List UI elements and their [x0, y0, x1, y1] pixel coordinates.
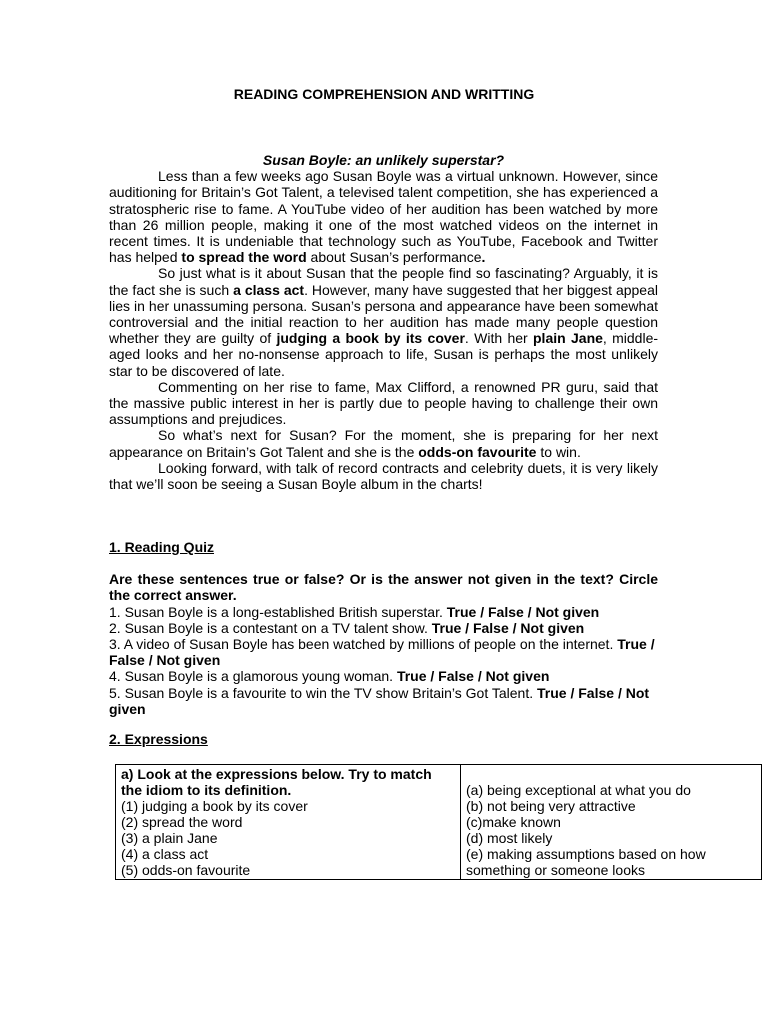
quiz-item [109, 685, 658, 717]
highlighted-expression: judging a book by its cover [276, 330, 465, 347]
article-paragraph-1 [109, 168, 658, 265]
article [109, 152, 658, 492]
reading-quiz-section [109, 539, 658, 717]
text-run: . [481, 249, 486, 266]
definition-item: (b) not being very attractive [466, 798, 636, 814]
article-paragraph-2 [109, 265, 658, 378]
idiom-item: (4) a class act [121, 846, 209, 862]
idioms-cell [116, 765, 461, 880]
quiz-options[interactable]: True / False / Not given [396, 668, 550, 685]
article-paragraph-5: Looking forward, with talk of record contracts and celebrity duets, it is very likely that we’ll soon be seeing a Susan Boyle album in the charts! [109, 459, 658, 493]
quiz-options[interactable]: True / False / Not given [431, 619, 585, 636]
text-run: , middle-aged looks and her no-nonsense approach to life, Susan is perhaps the most unlikely star to be discovered of late. [109, 330, 659, 379]
definition-item: (d) most likely [466, 830, 553, 846]
quiz-item [109, 604, 658, 620]
text-run: . With her [464, 330, 533, 347]
quiz-statement: 2. Susan Boyle is a contestant on a TV talent show. [109, 619, 432, 636]
quiz-item [109, 620, 658, 636]
highlighted-expression: a class act [233, 281, 305, 298]
expressions-section [109, 731, 658, 747]
definitions-cell [461, 765, 762, 880]
quiz-statement: 4. Susan Boyle is a glamorous young woman. [109, 668, 397, 685]
quiz-instructions: Are these sentences true or false? Or is the answer not given in the text? Circle the correct answer. [109, 571, 658, 604]
quiz-item [109, 668, 658, 684]
idiom-item: (3) a plain Jane [121, 830, 218, 846]
article-title: Susan Boyle: an unlikely superstar? [262, 152, 505, 168]
table-row [116, 765, 762, 880]
quiz-item [109, 636, 658, 668]
quiz-statement: 1. Susan Boyle is a long-established British superstar. [109, 603, 447, 620]
definition-item: (e) making assumptions based on how something or someone looks [466, 846, 706, 878]
text-run: . However, many have suggested that her biggest appeal lies in her unassuming persona. Susan’s persona and appearance have been somewhat controversial and the initial reaction to her audition has made many people question whether they are guilty of [109, 281, 658, 347]
text-run: So what’s next for Susan? For the moment, she is preparing for her next appearance on Britain’s Got Talent and she is the [109, 427, 658, 460]
document-title: READING COMPREHENSION AND WRITTING [233, 86, 535, 102]
text-run: So just what is it about Susan that the people find so fascinating? Arguably, it is the fact she is such [109, 265, 658, 298]
expressions-table [115, 764, 762, 880]
highlighted-expression: to spread the word [181, 249, 307, 266]
text-run: to win. [536, 443, 581, 460]
text-run: Less than a few weeks ago Susan Boyle was a virtual unknown. However, since auditioning for Britain’s Got Talent, a televised talent competition, she has experienced a stratospheric rise to fame. A YouTube video of her audition has been watched by more than 26 million people, making it one of the most watched videos on the internet in recent times. It is undeniable that technology such as YouTube, Facebook and Twitter has helped [109, 168, 658, 266]
idiom-item: (5) odds-on favourite [121, 862, 251, 878]
idiom-item: (2) spread the word [121, 814, 243, 830]
quiz-options[interactable]: True / False / Not given [109, 684, 650, 717]
table-instruction: a) Look at the expressions below. Try to match the idiom to its definition. [121, 766, 432, 798]
idiom-item: (1) judging a book by its cover [121, 798, 308, 814]
definition-item: (a) being exceptional at what you do [466, 782, 691, 798]
article-paragraph-4 [109, 427, 658, 459]
article-paragraph-3: Commenting on her rise to fame, Max Clifford, a renowned PR guru, said that the massive public interest in her is partly due to people having to challenge their own assumptions and prejudices. [109, 378, 658, 428]
highlighted-expression: plain Jane [533, 330, 603, 347]
quiz-options[interactable]: True / False / Not given [446, 603, 600, 620]
quiz-options[interactable]: True / False / Not given [109, 636, 655, 669]
definition-item: (c)make known [466, 814, 561, 830]
quiz-statement: 3. A video of Susan Boyle has been watched by millions of people on the internet. [109, 636, 618, 653]
text-run: about Susan’s performance [306, 249, 482, 266]
section-heading: 2. Expressions [109, 731, 208, 747]
highlighted-expression: odds-on favourite [418, 443, 537, 460]
quiz-statement: 5. Susan Boyle is a favourite to win the TV show Britain’s Got Talent. [109, 684, 538, 701]
section-heading: 1. Reading Quiz [109, 539, 215, 555]
